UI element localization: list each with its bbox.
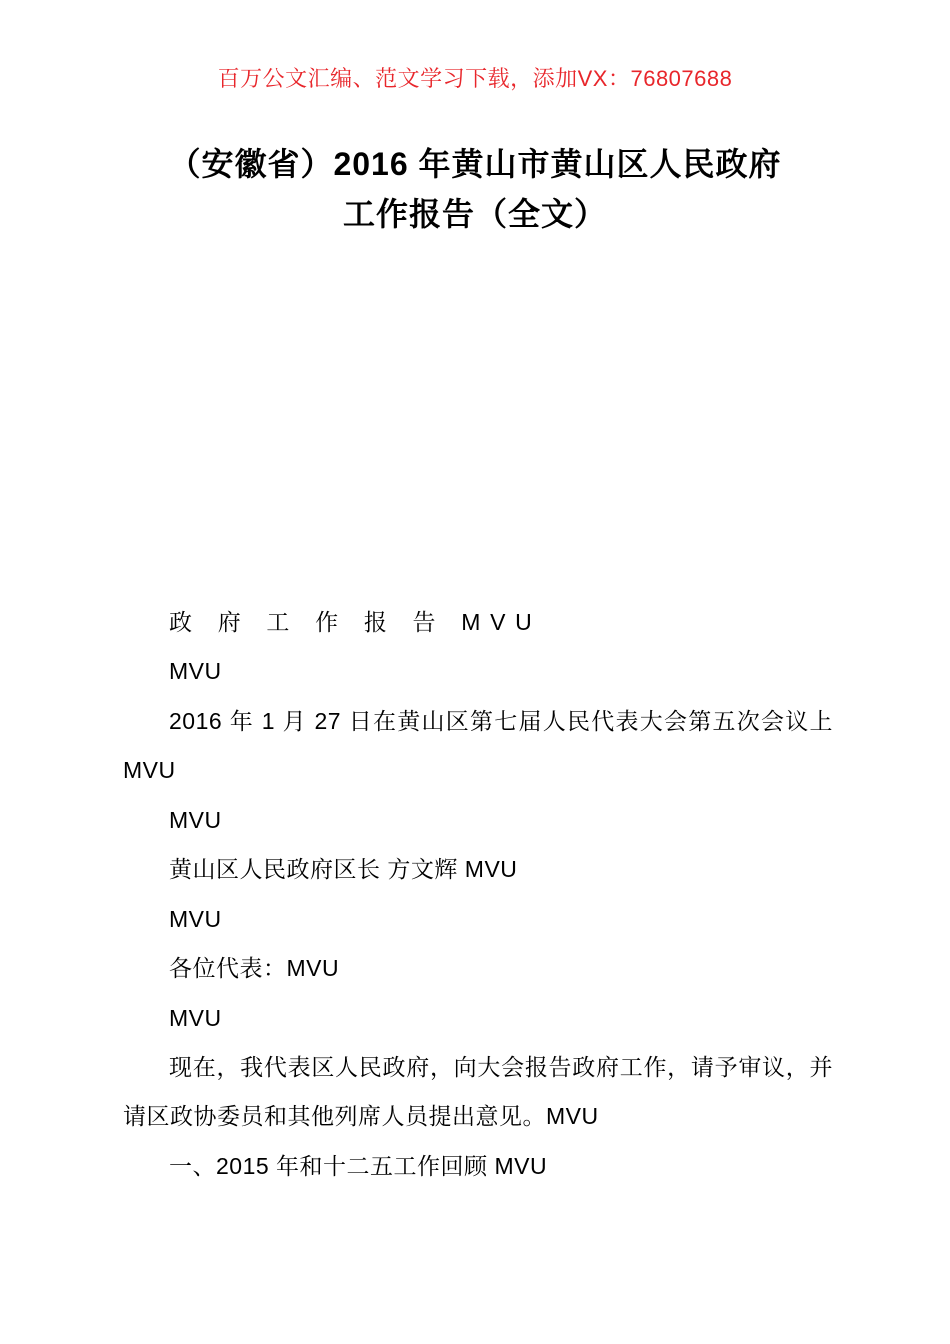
blank-line-3: MVU	[169, 905, 222, 932]
blank-line-2: MVU	[169, 806, 222, 833]
section-heading-one: 一、2015 年和十二五工作回顾 MVU	[169, 1152, 548, 1179]
watermark-promo-text: 百万公文汇编、范文学习下载，添加VX：76807688	[217, 66, 733, 91]
meeting-info: 2016 年 1 月 27 日在黄山区第七届人民代表大会第五次会议上 MVU	[123, 707, 833, 784]
blank-line-4: MVU	[169, 1004, 222, 1031]
speaker-line: 黄山区人民政府区长 方文辉 MVU	[169, 856, 518, 883]
page-title-line-1: （安徽省）2016 年黄山市黄山区人民政府	[168, 146, 782, 182]
blank-line-1: MVU	[169, 658, 222, 685]
document-body	[123, 598, 833, 1191]
report-heading: 政 府 工 作 报 告 MVU	[169, 609, 542, 635]
opening-paragraph: 现在，我代表区人民政府，向大会报告政府工作，请予审议，并请区政协委员和其他列席人员提出意见。MVU	[123, 1053, 833, 1130]
salutation: 各位代表：MVU	[169, 955, 340, 982]
page-title-line-2: 工作报告（全文）	[342, 195, 607, 232]
page-title	[120, 140, 830, 239]
